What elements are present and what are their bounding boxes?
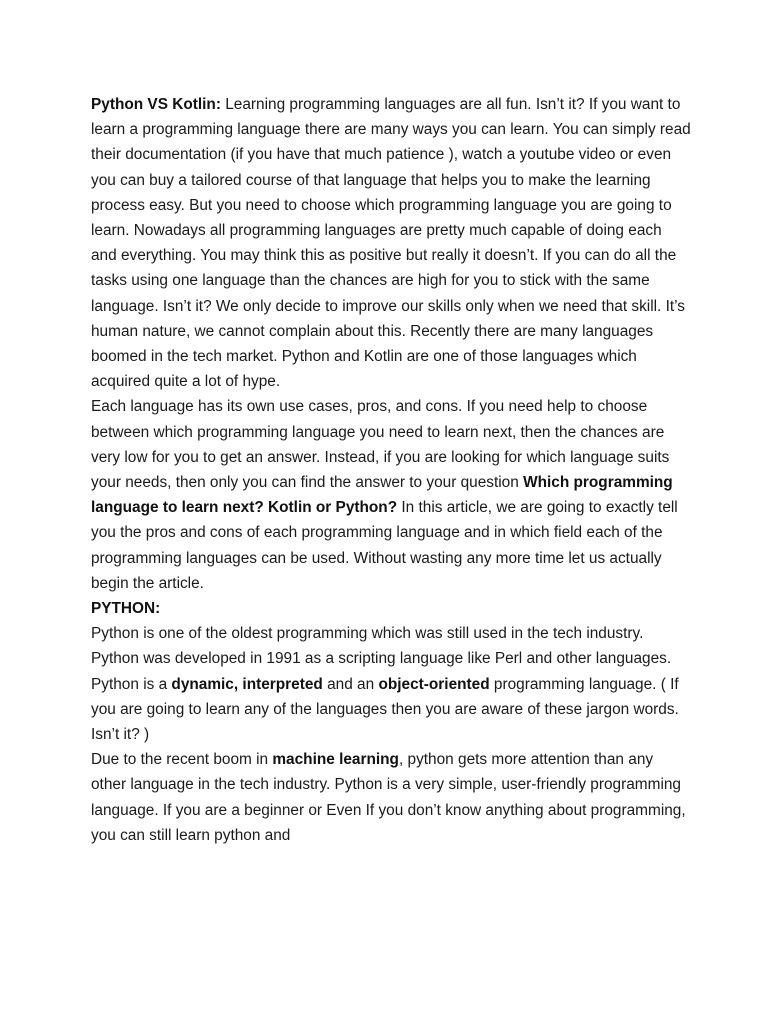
ml-bold: machine learning xyxy=(272,751,399,769)
section-heading-python: PYTHON: xyxy=(91,600,161,618)
choosing-text-a: Each language has its own use cases, pros, and cons. If you need help to choose between which programming language you need to learn next, then the chances are very low for you to get an answer. Instead, if you are looking for which language suits your needs, then only you can find the answer to your question xyxy=(91,398,670,492)
document-page xyxy=(91,92,691,848)
intro-lead: Python VS Kotlin: xyxy=(91,96,221,113)
paragraph-python-history xyxy=(91,621,691,747)
history-bold-dynamic: dynamic, interpreted xyxy=(171,675,323,693)
ml-text-b: , python gets more attention than any other language in the tech industry. Python is a very simple, user-friendly programming language. If you are a beginner or Even If you don’t know anything about programming, you can still learn python and xyxy=(91,751,686,844)
history-text-a: Python is one of the oldest programming which was still used in the tech industry. Python was developed in 1991 as a scripting language like Perl and other languages. Python is a xyxy=(91,625,672,693)
choosing-question: Which programming language to learn next? Kotlin or Python? xyxy=(91,474,673,517)
paragraph-choosing xyxy=(91,394,691,596)
choosing-text-b: In this article, we are going to exactly tell you the pros and cons of each programming language and in which field each of the programming languages can be used. Without wasting any more time let us actually begin the article. xyxy=(91,499,678,592)
paragraph-intro xyxy=(91,92,691,394)
ml-text-a: Due to the recent boom in xyxy=(91,751,273,769)
intro-text: Learning programming languages are all fun. Isn’t it? If you want to learn a programming language there are many ways you can learn. You can simply read their documentation (if you have that much patience ), watch a youtube video or even you can buy a tailored course of that language that helps you to make the learning process easy. But you need to choose which programming language you are going to learn. Nowadays all programming languages are pretty much capable of doing each and everything. You may think this as positive but really it doesn’t. If you can do all the tasks using one language than the chances are high for you to stick with the same language. Isn’t it? We only decide to improve our skills only when we need that skill. It’s human nature, we cannot complain about this. Recently there are many languages boomed in the tech market. Python and Kotlin are one of those languages which acquired quite a lot of hype. xyxy=(91,96,691,391)
history-text-b: and an xyxy=(322,675,379,693)
history-text-c: programming language. ( If you are going to learn any of the languages then you are aware of these jargon words. Isn’t it? ) xyxy=(91,675,679,744)
paragraph-python-ml xyxy=(91,747,691,848)
history-bold-oop: object-oriented xyxy=(378,675,490,693)
